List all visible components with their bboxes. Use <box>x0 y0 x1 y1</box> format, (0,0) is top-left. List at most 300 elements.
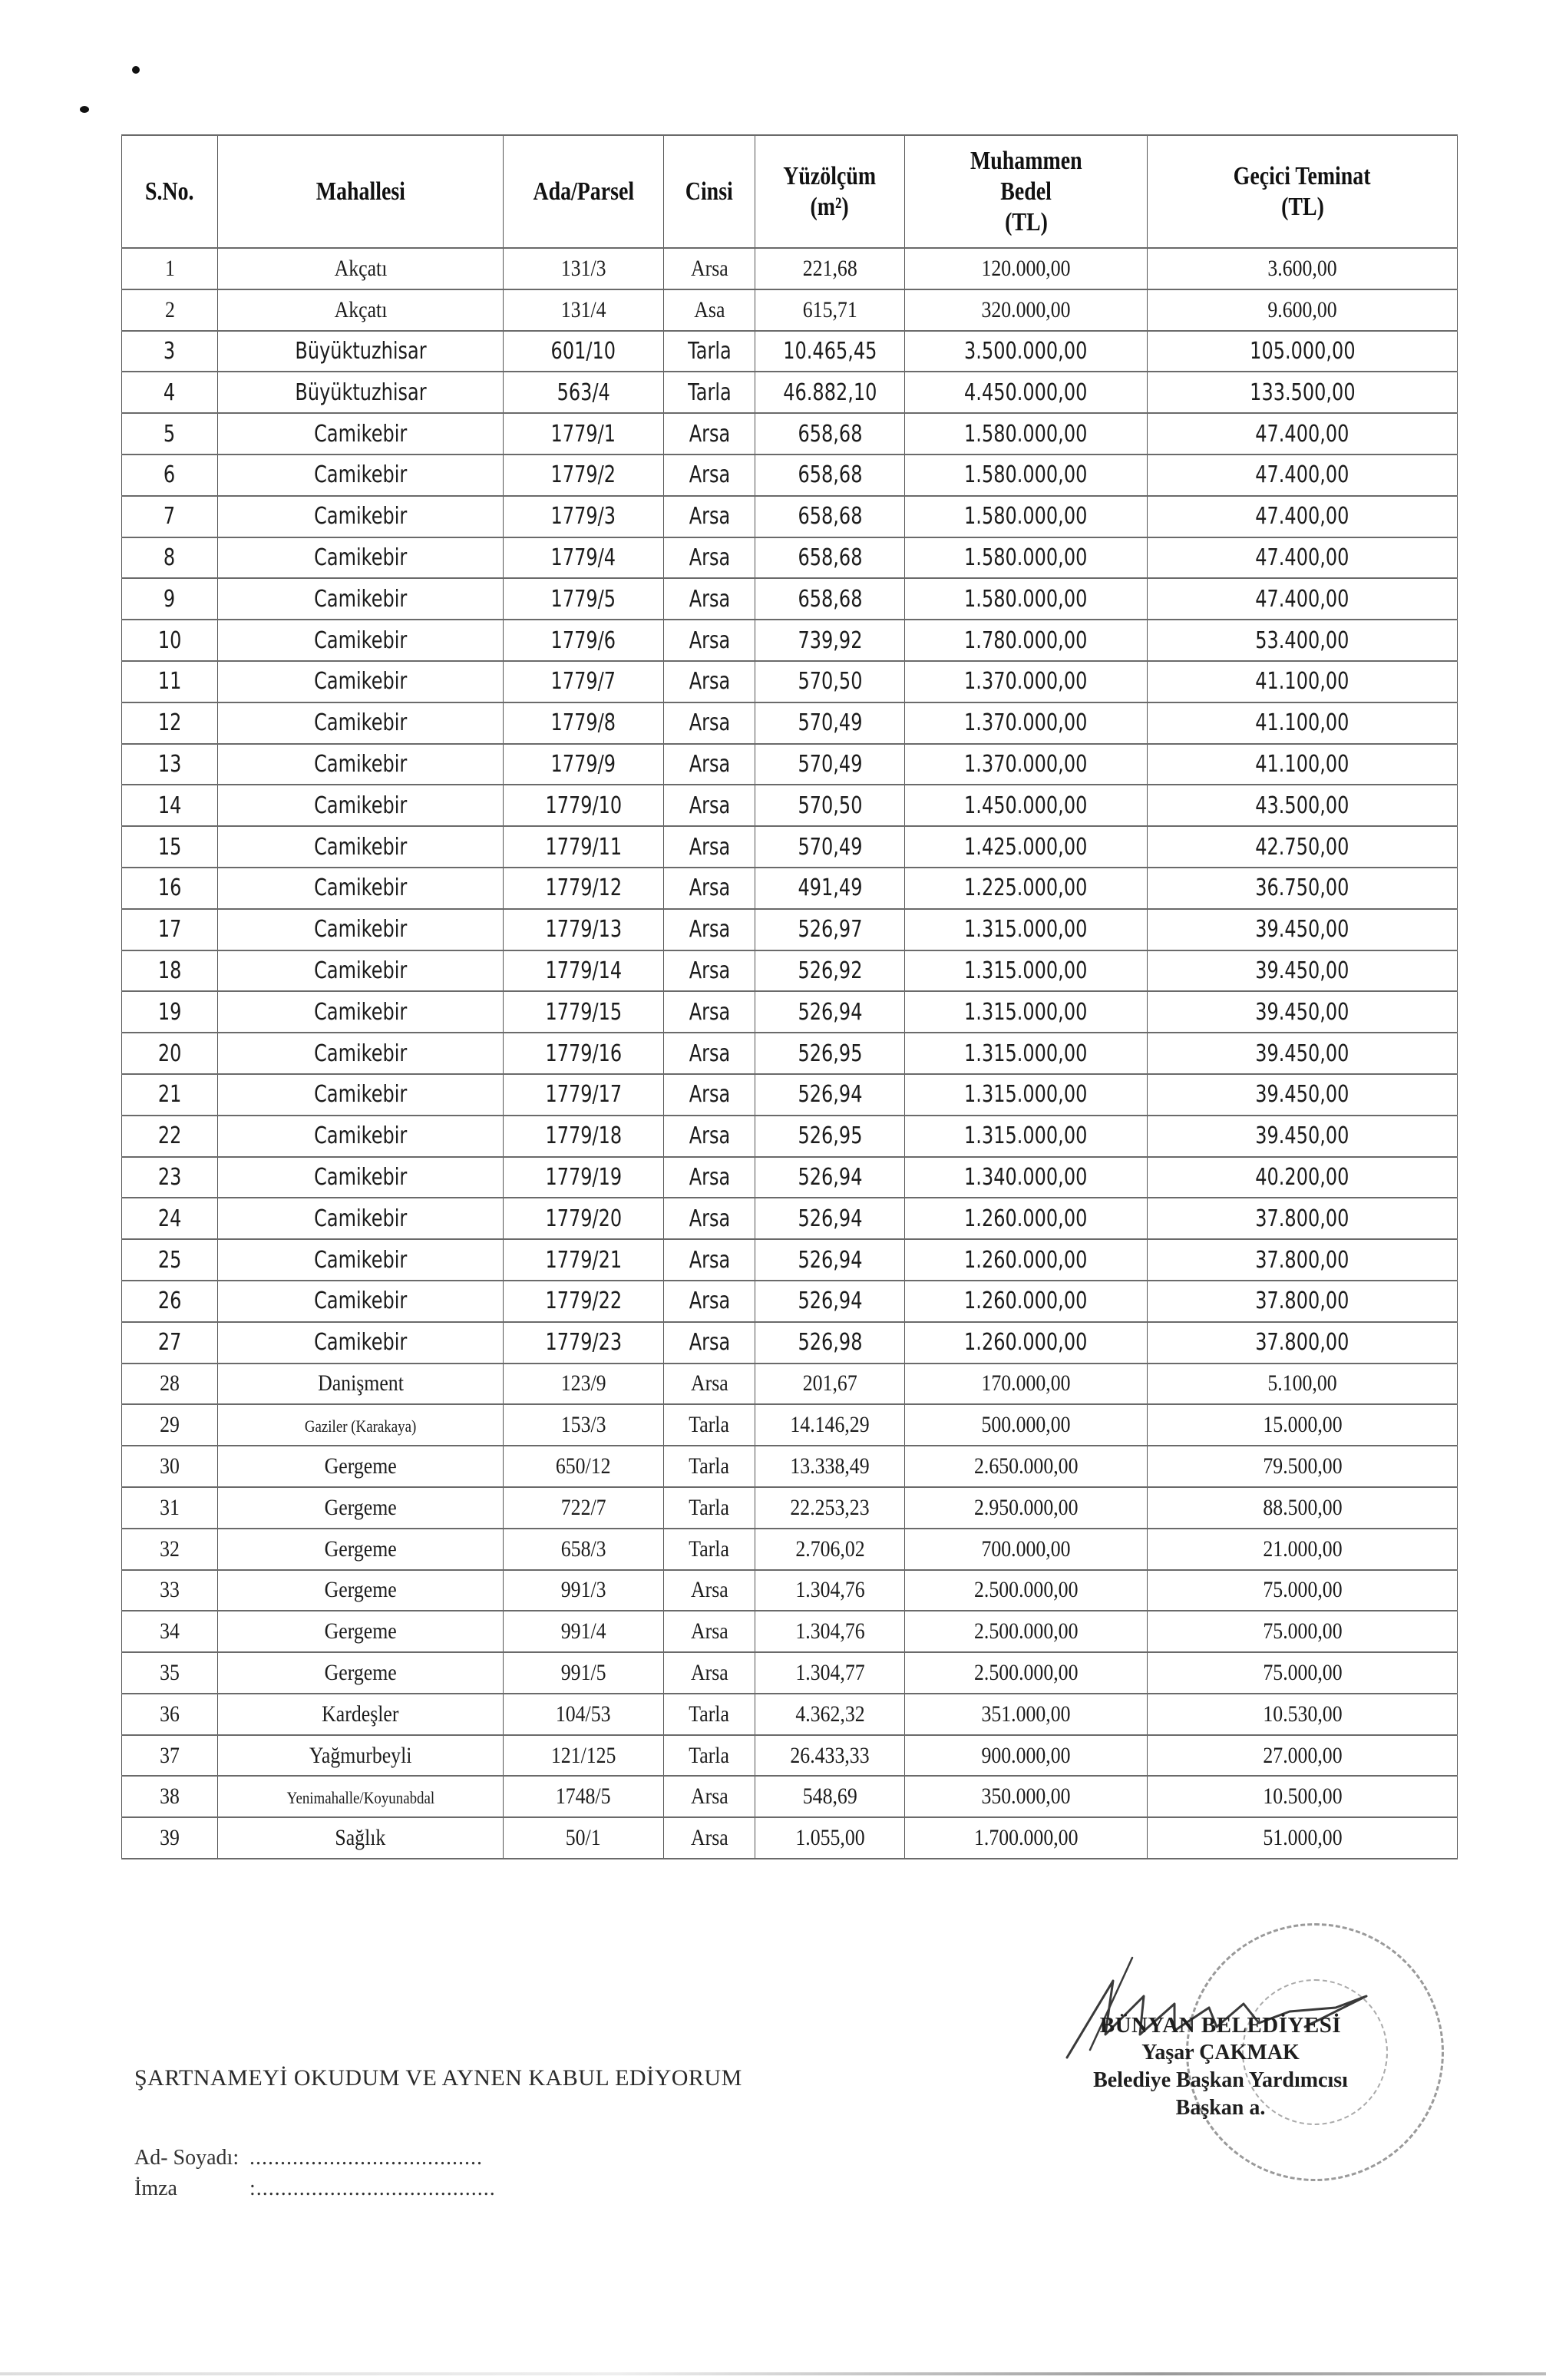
table-row <box>122 578 1458 620</box>
cell-gecici-teminat: 53.400,00 <box>1148 620 1458 661</box>
cell-cinsi: Arsa <box>664 785 755 826</box>
cell-ada-parsel: 650/12 <box>504 1446 664 1487</box>
cell-mahallesi: Camikebir <box>218 1322 504 1364</box>
cell-ada-parsel: 1779/11 <box>504 826 664 868</box>
cell-sno: 17 <box>122 909 218 950</box>
cell-mahallesi: Yağmurbeyli <box>218 1735 504 1777</box>
cell-muhammen-bedel: 3.500.000,00 <box>905 331 1148 372</box>
signatory-org: BÜNYAN BELEDİYESİ <box>1099 2013 1342 2038</box>
cell-ada-parsel: 1779/23 <box>504 1322 664 1364</box>
cell-ada-parsel: 1779/13 <box>504 909 664 950</box>
cell-mahallesi: Camikebir <box>218 1198 504 1239</box>
cell-gecici-teminat: 10.530,00 <box>1148 1694 1458 1735</box>
cell-sno: 5 <box>122 413 218 455</box>
scan-speck <box>80 106 89 113</box>
cell-sno: 15 <box>122 826 218 868</box>
cell-cinsi: Arsa <box>664 537 755 579</box>
cell-yuzolcum: 526,97 <box>755 909 905 950</box>
cell-muhammen-bedel: 500.000,00 <box>905 1404 1148 1446</box>
cell-cinsi: Tarla <box>664 1529 755 1570</box>
cell-cinsi: Arsa <box>664 826 755 868</box>
cell-gecici-teminat: 133.500,00 <box>1148 372 1458 413</box>
cell-gecici-teminat: 47.400,00 <box>1148 578 1458 620</box>
cell-sno: 22 <box>122 1116 218 1157</box>
cell-ada-parsel: 104/53 <box>504 1694 664 1735</box>
cell-cinsi: Arsa <box>664 1611 755 1652</box>
cell-sno: 27 <box>122 1322 218 1364</box>
cell-gecici-teminat: 88.500,00 <box>1148 1487 1458 1529</box>
cell-gecici-teminat: 75.000,00 <box>1148 1570 1458 1611</box>
cell-ada-parsel: 121/125 <box>504 1735 664 1777</box>
cell-mahallesi: Camikebir <box>218 868 504 909</box>
header-muhammen-bedel: Muhammen Bedel (TL) <box>905 135 1148 248</box>
cell-sno: 18 <box>122 950 218 992</box>
cell-sno: 25 <box>122 1239 218 1281</box>
signatory-name: Yaşar ÇAKMAK <box>1141 2041 1300 2064</box>
cell-ada-parsel: 563/4 <box>504 372 664 413</box>
cell-mahallesi: Camikebir <box>218 785 504 826</box>
cell-gecici-teminat: 75.000,00 <box>1148 1611 1458 1652</box>
cell-gecici-teminat: 41.100,00 <box>1148 702 1458 744</box>
cell-gecici-teminat: 10.500,00 <box>1148 1776 1458 1817</box>
cell-ada-parsel: 1779/5 <box>504 578 664 620</box>
cell-sno: 32 <box>122 1529 218 1570</box>
table-row <box>122 1487 1458 1529</box>
table-row <box>122 537 1458 579</box>
cell-cinsi: Arsa <box>664 455 755 496</box>
cell-gecici-teminat: 47.400,00 <box>1148 455 1458 496</box>
cell-ada-parsel: 1779/21 <box>504 1239 664 1281</box>
cell-yuzolcum: 658,68 <box>755 413 905 455</box>
cell-cinsi: Arsa <box>664 1652 755 1694</box>
cell-cinsi: Arsa <box>664 1570 755 1611</box>
cell-cinsi: Tarla <box>664 1694 755 1735</box>
cell-muhammen-bedel: 350.000,00 <box>905 1776 1148 1817</box>
cell-sno: 21 <box>122 1074 218 1116</box>
signature-label: İmza <box>134 2177 177 2200</box>
cell-ada-parsel: 131/3 <box>504 248 664 289</box>
cell-muhammen-bedel: 1.260.000,00 <box>905 1239 1148 1281</box>
cell-gecici-teminat: 105.000,00 <box>1148 331 1458 372</box>
table-row <box>122 1611 1458 1652</box>
cell-yuzolcum: 4.362,32 <box>755 1694 905 1735</box>
table-row <box>122 1074 1458 1116</box>
cell-yuzolcum: 526,98 <box>755 1322 905 1364</box>
table-row <box>122 1735 1458 1777</box>
table-row <box>122 702 1458 744</box>
table-row <box>122 661 1458 702</box>
cell-mahallesi: Camikebir <box>218 1239 504 1281</box>
table-row <box>122 1446 1458 1487</box>
cell-mahallesi: Camikebir <box>218 909 504 950</box>
cell-cinsi: Arsa <box>664 909 755 950</box>
cell-sno: 10 <box>122 620 218 661</box>
cell-yuzolcum: 26.433,33 <box>755 1735 905 1777</box>
cell-cinsi: Arsa <box>664 868 755 909</box>
cell-mahallesi: Camikebir <box>218 578 504 620</box>
header-gecici-teminat: Geçici Teminat (TL) <box>1148 135 1458 248</box>
table-row <box>122 289 1458 331</box>
signatory-title: Belediye Başkan Yardımcısı <box>1093 2068 1348 2092</box>
cell-yuzolcum: 570,49 <box>755 826 905 868</box>
cell-cinsi: Arsa <box>664 1364 755 1405</box>
cell-cinsi: Arsa <box>664 1198 755 1239</box>
cell-muhammen-bedel: 2.500.000,00 <box>905 1652 1148 1694</box>
table-row <box>122 455 1458 496</box>
cell-gecici-teminat: 39.450,00 <box>1148 950 1458 992</box>
cell-mahallesi: Akçatı <box>218 248 504 289</box>
cell-muhammen-bedel: 1.315.000,00 <box>905 950 1148 992</box>
cell-cinsi: Arsa <box>664 620 755 661</box>
name-dotted-line[interactable]: ...................................... <box>249 2146 483 2170</box>
header-ada-parsel: Ada/Parsel <box>504 135 664 248</box>
cell-ada-parsel: 722/7 <box>504 1487 664 1529</box>
table-row <box>122 826 1458 868</box>
table-row <box>122 744 1458 785</box>
cell-muhammen-bedel: 2.950.000,00 <box>905 1487 1148 1529</box>
cell-yuzolcum: 570,50 <box>755 785 905 826</box>
cell-mahallesi: Gergeme <box>218 1611 504 1652</box>
cell-ada-parsel: 123/9 <box>504 1364 664 1405</box>
cell-sno: 23 <box>122 1157 218 1198</box>
cell-mahallesi: Gergeme <box>218 1652 504 1694</box>
cell-ada-parsel: 1779/19 <box>504 1157 664 1198</box>
cell-mahallesi: Camikebir <box>218 1157 504 1198</box>
cell-gecici-teminat: 37.800,00 <box>1148 1198 1458 1239</box>
cell-cinsi: Arsa <box>664 248 755 289</box>
cell-yuzolcum: 658,68 <box>755 578 905 620</box>
cell-ada-parsel: 1779/7 <box>504 661 664 702</box>
cell-ada-parsel: 1779/4 <box>504 537 664 579</box>
table-row <box>122 372 1458 413</box>
cell-sno: 28 <box>122 1364 218 1405</box>
cell-yuzolcum: 1.304,77 <box>755 1652 905 1694</box>
table-row <box>122 1157 1458 1198</box>
cell-ada-parsel: 601/10 <box>504 331 664 372</box>
signature-dotted-line[interactable]: :....................................... <box>249 2177 496 2200</box>
table-row <box>122 1364 1458 1405</box>
cell-muhammen-bedel: 1.780.000,00 <box>905 620 1148 661</box>
header-sno: S.No. <box>122 135 218 248</box>
cell-gecici-teminat: 79.500,00 <box>1148 1446 1458 1487</box>
table-row <box>122 248 1458 289</box>
cell-yuzolcum: 526,94 <box>755 1239 905 1281</box>
cell-ada-parsel: 1748/5 <box>504 1776 664 1817</box>
cell-mahallesi: Camikebir <box>218 413 504 455</box>
cell-gecici-teminat: 43.500,00 <box>1148 785 1458 826</box>
cell-yuzolcum: 221,68 <box>755 248 905 289</box>
cell-ada-parsel: 153/3 <box>504 1404 664 1446</box>
cell-mahallesi: Camikebir <box>218 1074 504 1116</box>
cell-cinsi: Tarla <box>664 1404 755 1446</box>
cell-ada-parsel: 1779/1 <box>504 413 664 455</box>
cell-muhammen-bedel: 1.315.000,00 <box>905 909 1148 950</box>
signatory-on-behalf: Başkan a. <box>1175 2096 1266 2120</box>
cell-cinsi: Arsa <box>664 1074 755 1116</box>
cell-cinsi: Tarla <box>664 1487 755 1529</box>
cell-yuzolcum: 46.882,10 <box>755 372 905 413</box>
cell-sno: 12 <box>122 702 218 744</box>
cell-gecici-teminat: 36.750,00 <box>1148 868 1458 909</box>
cell-yuzolcum: 570,49 <box>755 744 905 785</box>
table-row <box>122 620 1458 661</box>
table-row <box>122 1817 1458 1859</box>
cell-muhammen-bedel: 1.370.000,00 <box>905 702 1148 744</box>
cell-gecici-teminat: 47.400,00 <box>1148 537 1458 579</box>
table-header-row <box>122 135 1458 248</box>
cell-gecici-teminat: 9.600,00 <box>1148 289 1458 331</box>
cell-cinsi: Arsa <box>664 1157 755 1198</box>
cell-mahallesi: Camikebir <box>218 702 504 744</box>
header-yuzolcum: Yüzölçüm (m²) <box>755 135 905 248</box>
cell-sno: 11 <box>122 661 218 702</box>
cell-ada-parsel: 1779/22 <box>504 1281 664 1322</box>
cell-mahallesi: Camikebir <box>218 950 504 992</box>
cell-muhammen-bedel: 1.580.000,00 <box>905 455 1148 496</box>
signature-field[interactable] <box>134 2177 496 2201</box>
table-row <box>122 1033 1458 1074</box>
cell-gecici-teminat: 3.600,00 <box>1148 248 1458 289</box>
cell-ada-parsel: 1779/20 <box>504 1198 664 1239</box>
cell-muhammen-bedel: 1.260.000,00 <box>905 1281 1148 1322</box>
cell-mahallesi: Akçatı <box>218 289 504 331</box>
cell-ada-parsel: 1779/10 <box>504 785 664 826</box>
cell-gecici-teminat: 39.450,00 <box>1148 1074 1458 1116</box>
cell-muhammen-bedel: 4.450.000,00 <box>905 372 1148 413</box>
cell-muhammen-bedel: 700.000,00 <box>905 1529 1148 1570</box>
cell-sno: 31 <box>122 1487 218 1529</box>
cell-muhammen-bedel: 1.700.000,00 <box>905 1817 1148 1859</box>
cell-mahallesi: Camikebir <box>218 496 504 537</box>
table-row <box>122 496 1458 537</box>
cell-muhammen-bedel: 1.340.000,00 <box>905 1157 1148 1198</box>
cell-muhammen-bedel: 1.225.000,00 <box>905 868 1148 909</box>
cell-mahallesi: Camikebir <box>218 826 504 868</box>
table-row <box>122 1322 1458 1364</box>
table-row <box>122 1652 1458 1694</box>
scan-speck <box>132 66 140 74</box>
cell-ada-parsel: 1779/3 <box>504 496 664 537</box>
cell-yuzolcum: 1.055,00 <box>755 1817 905 1859</box>
cell-muhammen-bedel: 1.260.000,00 <box>905 1322 1148 1364</box>
cell-ada-parsel: 1779/18 <box>504 1116 664 1157</box>
cell-muhammen-bedel: 1.580.000,00 <box>905 537 1148 579</box>
cell-muhammen-bedel: 120.000,00 <box>905 248 1148 289</box>
cell-muhammen-bedel: 170.000,00 <box>905 1364 1148 1405</box>
cell-ada-parsel: 1779/15 <box>504 991 664 1033</box>
cell-ada-parsel: 1779/8 <box>504 702 664 744</box>
cell-sno: 37 <box>122 1735 218 1777</box>
cell-muhammen-bedel: 1.370.000,00 <box>905 744 1148 785</box>
cell-gecici-teminat: 37.800,00 <box>1148 1322 1458 1364</box>
cell-yuzolcum: 526,95 <box>755 1033 905 1074</box>
cell-cinsi: Arsa <box>664 1116 755 1157</box>
cell-gecici-teminat: 41.100,00 <box>1148 744 1458 785</box>
cell-sno: 24 <box>122 1198 218 1239</box>
cell-sno: 1 <box>122 248 218 289</box>
cell-yuzolcum: 526,94 <box>755 1074 905 1116</box>
cell-cinsi: Arsa <box>664 950 755 992</box>
cell-yuzolcum: 13.338,49 <box>755 1446 905 1487</box>
cell-gecici-teminat: 5.100,00 <box>1148 1364 1458 1405</box>
cell-sno: 6 <box>122 455 218 496</box>
cell-muhammen-bedel: 2.500.000,00 <box>905 1570 1148 1611</box>
cell-muhammen-bedel: 1.425.000,00 <box>905 826 1148 868</box>
table-body <box>122 248 1458 1859</box>
cell-mahallesi: Kardeşler <box>218 1694 504 1735</box>
cell-yuzolcum: 570,49 <box>755 702 905 744</box>
cell-ada-parsel: 131/4 <box>504 289 664 331</box>
cell-mahallesi: Gergeme <box>218 1487 504 1529</box>
table-row <box>122 950 1458 992</box>
cell-yuzolcum: 10.465,45 <box>755 331 905 372</box>
cell-muhammen-bedel: 1.260.000,00 <box>905 1198 1148 1239</box>
cell-yuzolcum: 658,68 <box>755 496 905 537</box>
cell-mahallesi: Camikebir <box>218 1116 504 1157</box>
signatory-block <box>1044 2011 1397 2122</box>
cell-yuzolcum: 201,67 <box>755 1364 905 1405</box>
table-row <box>122 868 1458 909</box>
cell-gecici-teminat: 37.800,00 <box>1148 1281 1458 1322</box>
cell-sno: 7 <box>122 496 218 537</box>
cell-gecici-teminat: 39.450,00 <box>1148 991 1458 1033</box>
table-row <box>122 785 1458 826</box>
name-field[interactable] <box>134 2146 483 2170</box>
table-row <box>122 1694 1458 1735</box>
cell-gecici-teminat: 39.450,00 <box>1148 1033 1458 1074</box>
cell-ada-parsel: 658/3 <box>504 1529 664 1570</box>
cell-cinsi: Arsa <box>664 1239 755 1281</box>
cell-yuzolcum: 658,68 <box>755 455 905 496</box>
cell-gecici-teminat: 47.400,00 <box>1148 496 1458 537</box>
cell-sno: 3 <box>122 331 218 372</box>
table-row <box>122 991 1458 1033</box>
cell-yuzolcum: 526,94 <box>755 1198 905 1239</box>
cell-sno: 26 <box>122 1281 218 1322</box>
cell-cinsi: Tarla <box>664 1446 755 1487</box>
cell-cinsi: Arsa <box>664 991 755 1033</box>
cell-mahallesi: Büyüktuzhisar <box>218 372 504 413</box>
cell-gecici-teminat: 39.450,00 <box>1148 909 1458 950</box>
cell-ada-parsel: 1779/9 <box>504 744 664 785</box>
table-row <box>122 1529 1458 1570</box>
cell-ada-parsel: 991/5 <box>504 1652 664 1694</box>
cell-gecici-teminat: 47.400,00 <box>1148 413 1458 455</box>
cell-gecici-teminat: 41.100,00 <box>1148 661 1458 702</box>
table-row <box>122 1404 1458 1446</box>
table-row <box>122 1281 1458 1322</box>
cell-muhammen-bedel: 1.315.000,00 <box>905 1116 1148 1157</box>
cell-mahallesi: Gergeme <box>218 1529 504 1570</box>
cell-cinsi: Arsa <box>664 1817 755 1859</box>
cell-muhammen-bedel: 1.315.000,00 <box>905 1074 1148 1116</box>
cell-sno: 8 <box>122 537 218 579</box>
cell-ada-parsel: 1779/17 <box>504 1074 664 1116</box>
cell-cinsi: Arsa <box>664 496 755 537</box>
cell-gecici-teminat: 40.200,00 <box>1148 1157 1458 1198</box>
cell-sno: 2 <box>122 289 218 331</box>
cell-yuzolcum: 526,92 <box>755 950 905 992</box>
cell-yuzolcum: 526,94 <box>755 1157 905 1198</box>
cell-gecici-teminat: 15.000,00 <box>1148 1404 1458 1446</box>
cell-cinsi: Arsa <box>664 661 755 702</box>
cell-gecici-teminat: 75.000,00 <box>1148 1652 1458 1694</box>
cell-sno: 38 <box>122 1776 218 1817</box>
name-label: Ad- Soyadı: <box>134 2146 239 2170</box>
cell-muhammen-bedel: 1.315.000,00 <box>905 1033 1148 1074</box>
cell-yuzolcum: 526,95 <box>755 1116 905 1157</box>
cell-muhammen-bedel: 1.450.000,00 <box>905 785 1148 826</box>
cell-sno: 30 <box>122 1446 218 1487</box>
cell-ada-parsel: 1779/6 <box>504 620 664 661</box>
cell-cinsi: Arsa <box>664 1033 755 1074</box>
cell-sno: 33 <box>122 1570 218 1611</box>
cell-gecici-teminat: 37.800,00 <box>1148 1239 1458 1281</box>
cell-ada-parsel: 991/4 <box>504 1611 664 1652</box>
acceptance-statement: ŞARTNAMEYİ OKUDUM VE AYNEN KABUL EDİYORUM <box>134 2065 742 2091</box>
cell-mahallesi: Camikebir <box>218 661 504 702</box>
cell-yuzolcum: 615,71 <box>755 289 905 331</box>
cell-yuzolcum: 1.304,76 <box>755 1570 905 1611</box>
cell-muhammen-bedel: 1.580.000,00 <box>905 496 1148 537</box>
cell-cinsi: Arsa <box>664 1776 755 1817</box>
cell-cinsi: Arsa <box>664 1322 755 1364</box>
cell-ada-parsel: 50/1 <box>504 1817 664 1859</box>
cell-mahallesi: Danişment <box>218 1364 504 1405</box>
cell-cinsi: Tarla <box>664 1735 755 1777</box>
table-row <box>122 1198 1458 1239</box>
land-parcels-table <box>121 134 1458 1859</box>
cell-sno: 9 <box>122 578 218 620</box>
cell-mahallesi: Camikebir <box>218 620 504 661</box>
cell-gecici-teminat: 42.750,00 <box>1148 826 1458 868</box>
cell-sno: 29 <box>122 1404 218 1446</box>
cell-gecici-teminat: 39.450,00 <box>1148 1116 1458 1157</box>
cell-mahallesi: Camikebir <box>218 991 504 1033</box>
cell-mahallesi: Gaziler (Karakaya) <box>218 1404 504 1446</box>
header-cinsi: Cinsi <box>664 135 755 248</box>
cell-yuzolcum: 526,94 <box>755 1281 905 1322</box>
cell-muhammen-bedel: 1.580.000,00 <box>905 413 1148 455</box>
cell-mahallesi: Sağlık <box>218 1817 504 1859</box>
cell-cinsi: Arsa <box>664 413 755 455</box>
cell-sno: 35 <box>122 1652 218 1694</box>
cell-mahallesi: Camikebir <box>218 537 504 579</box>
cell-mahallesi: Yenimahalle/Koyunabdal <box>218 1776 504 1817</box>
cell-cinsi: Arsa <box>664 744 755 785</box>
table-row <box>122 1116 1458 1157</box>
cell-cinsi: Arsa <box>664 1281 755 1322</box>
table-row <box>122 1570 1458 1611</box>
cell-yuzolcum: 1.304,76 <box>755 1611 905 1652</box>
cell-ada-parsel: 1779/12 <box>504 868 664 909</box>
cell-muhammen-bedel: 1.580.000,00 <box>905 578 1148 620</box>
cell-yuzolcum: 526,94 <box>755 991 905 1033</box>
cell-cinsi: Arsa <box>664 702 755 744</box>
table-row <box>122 1776 1458 1817</box>
cell-yuzolcum: 22.253,23 <box>755 1487 905 1529</box>
cell-sno: 20 <box>122 1033 218 1074</box>
cell-ada-parsel: 1779/16 <box>504 1033 664 1074</box>
cell-sno: 14 <box>122 785 218 826</box>
cell-mahallesi: Gergeme <box>218 1570 504 1611</box>
cell-sno: 4 <box>122 372 218 413</box>
cell-gecici-teminat: 51.000,00 <box>1148 1817 1458 1859</box>
table-row <box>122 1239 1458 1281</box>
cell-cinsi: Tarla <box>664 372 755 413</box>
cell-ada-parsel: 991/3 <box>504 1570 664 1611</box>
cell-ada-parsel: 1779/2 <box>504 455 664 496</box>
